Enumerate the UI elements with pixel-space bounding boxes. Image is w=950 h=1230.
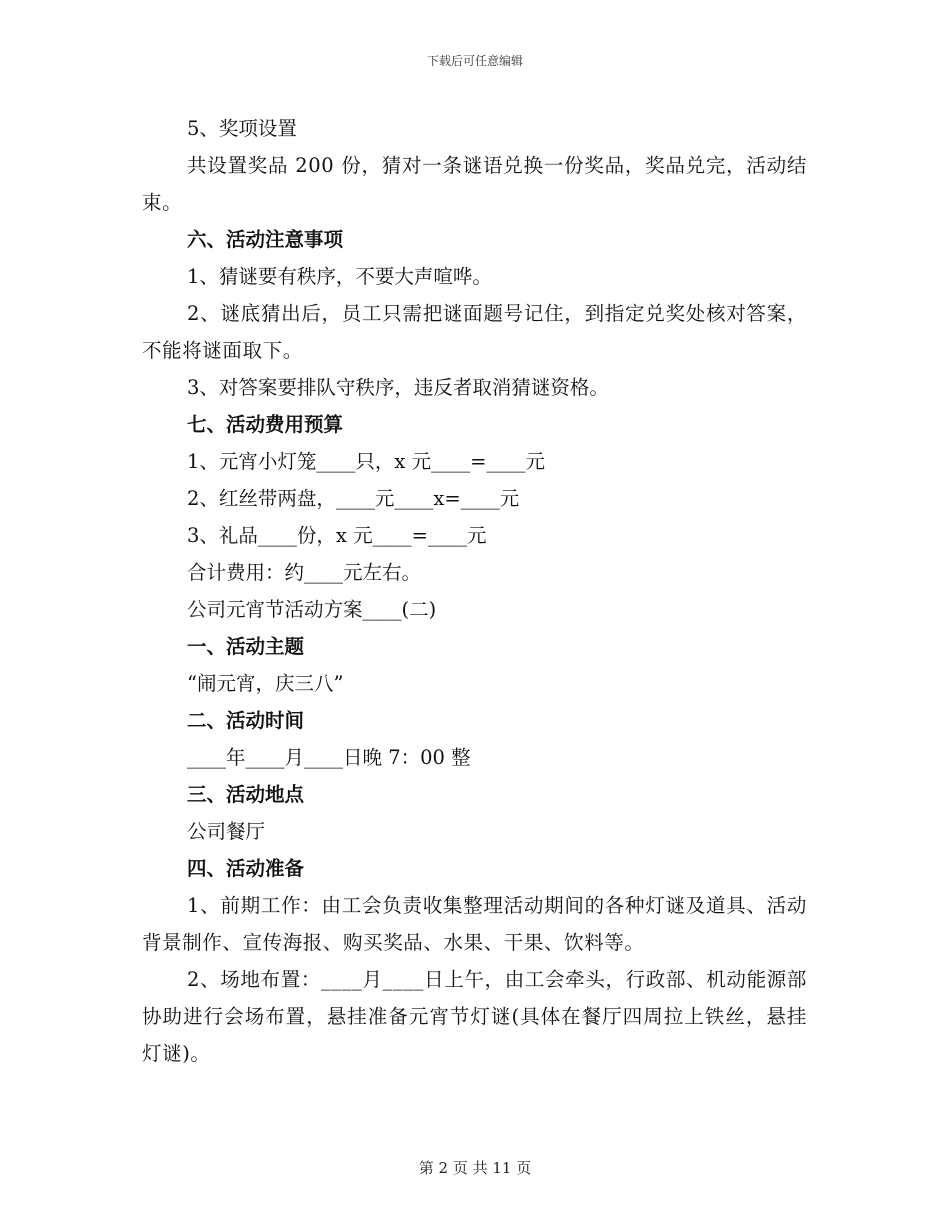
heading-location: 三、活动地点 [187, 783, 305, 806]
section-item-prizes: 5、奖项设置 [187, 117, 297, 140]
budget-item-2: 2、红丝带两盘，____元____x=____元 [187, 487, 520, 510]
budget-total: 合计费用：约____元左右。 [187, 561, 422, 584]
heading-budget: 七、活动费用预算 [187, 413, 344, 436]
heading-preparation: 四、活动准备 [187, 857, 305, 880]
document-body [142, 110, 807, 1072]
time-text: ____年____月____日晚 7：00 整 [187, 746, 471, 769]
note-item-2: 2、谜底猜出后，员工只需把谜面题号记住，到指定兑奖处核对答案，不能将谜面取下。 [142, 302, 807, 362]
plan-title-two: 公司元宵节活动方案____(二) [187, 598, 437, 621]
note-item-1: 1、猜谜要有秩序，不要大声喧哗。 [187, 265, 492, 288]
preparation-item-1: 1、前期工作：由工会负责收集整理活动期间的各种灯谜及道具、活动背景制作、宣传海报、购买奖品、水果、干果、饮料等。 [142, 894, 807, 954]
heading-time: 二、活动时间 [187, 709, 305, 732]
heading-notes: 六、活动注意事项 [187, 228, 344, 251]
budget-item-3: 3、礼品____份，x 元____=____元 [187, 524, 487, 547]
location-text: 公司餐厅 [187, 820, 266, 843]
paragraph-prizes: 共设置奖品 200 份，猜对一条谜语兑换一份奖品，奖品兑完，活动结束。 [142, 154, 807, 214]
note-item-3: 3、对答案要排队守秩序，违反者取消猜谜资格。 [187, 376, 609, 399]
preparation-item-2: 2、场地布置：____月____日上午，由工会牵头，行政部、机动能源部协助进行会场布置，悬挂准备元宵节灯谜(具体在餐厅四周拉上铁丝，悬挂灯谜)。 [142, 968, 807, 1065]
page-header: 下载后可任意编辑 [426, 54, 523, 68]
heading-theme: 一、活动主题 [187, 635, 305, 658]
theme-text: “闹元宵，庆三八” [187, 672, 344, 695]
page-footer: 第 2 页 共 11 页 [418, 1159, 532, 1177]
budget-item-1: 1、元宵小灯笼____只，x 元____=____元 [187, 450, 545, 473]
